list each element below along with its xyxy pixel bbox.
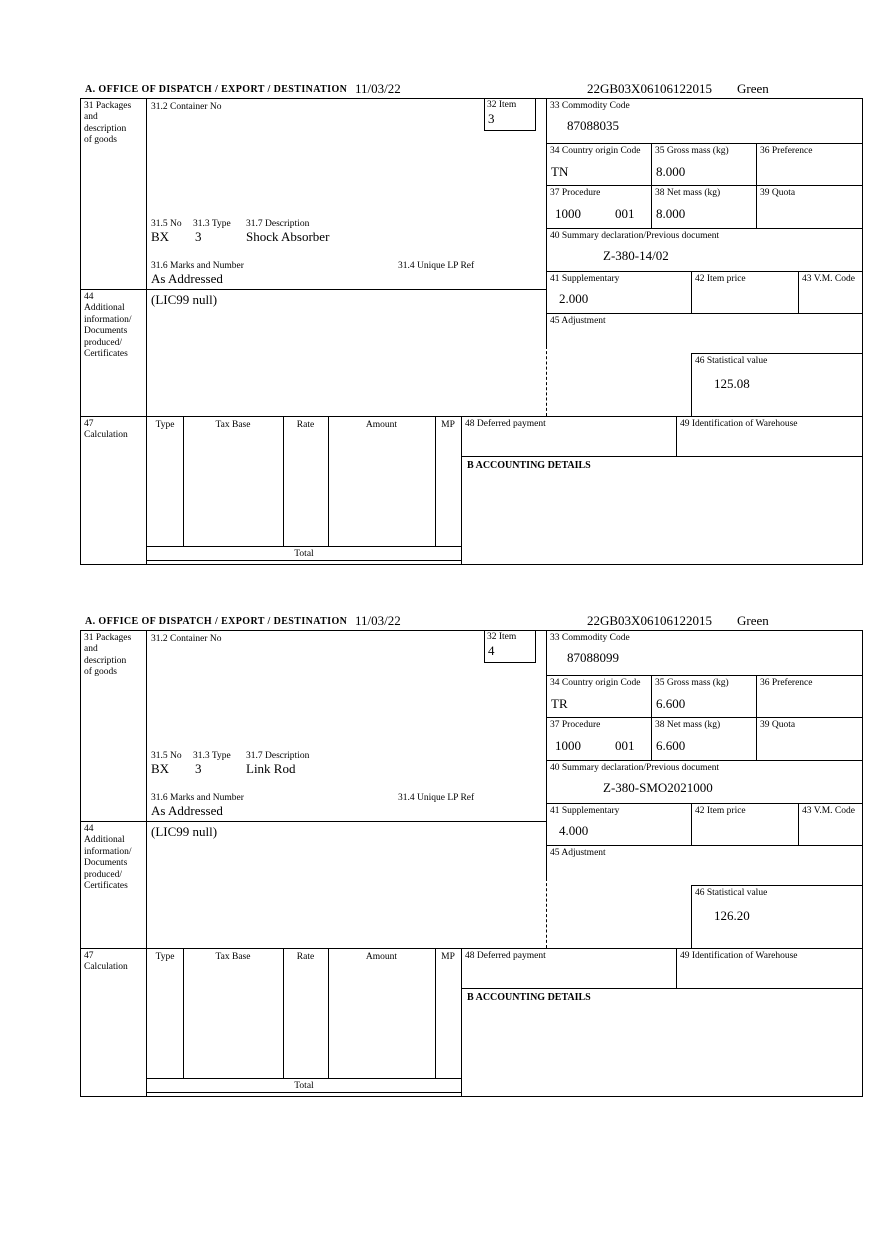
procedure-values [547,739,651,753]
supplementary-value: 4.000 [559,823,589,839]
summary-declaration-value: Z-380-SMO2021000 [603,780,713,796]
column-divider [183,417,184,547]
box35-gross-mass [651,675,756,717]
box49-warehouse-id [676,948,862,988]
box40-label: 40 Summary declaration/Previous document [550,231,720,241]
box45-adjustment [546,845,862,878]
label-line: Documents [84,326,128,337]
column-divider [183,949,184,1079]
box46-statistical-value [691,353,862,416]
label-line: description [84,655,127,666]
item-number-value: 3 [488,111,495,127]
box31-6-marks-label: 31.6 Marks and Number [151,261,244,271]
label-line: produced/ [84,337,122,348]
box39-label: 39 Quota [760,720,796,730]
box31-4-unique-lp-ref-label: 31.4 Unique LP Ref [398,793,475,803]
label-line: produced/ [84,869,122,880]
box34-country-origin [546,675,651,717]
box44-additional-info-area [147,821,546,948]
column-divider [328,949,329,1079]
accounting-details-box [461,988,862,1096]
goods-description-value: Shock Absorber [246,229,330,244]
package-type-value: 3 [195,229,202,244]
box33-commodity-code [546,99,862,143]
label-line: 47 [84,951,94,961]
dispatch-date: 11/03/22 [355,81,401,96]
label-line: information/ [84,314,132,325]
box36-preference [756,143,862,185]
box33-label: 33 Commodity Code [550,101,630,111]
calc-header-rate: Rate [296,952,315,962]
accounting-details-label: B ACCOUNTING DETAILS [467,460,591,471]
calc-header-type: Type [155,952,175,962]
net-mass-value: 6.600 [656,738,686,754]
box38-net-mass [651,717,756,760]
calc-header-tax-base: Tax Base [215,952,251,962]
box41-supplementary [546,271,691,313]
box31-2-container-no-label: 31.2 Container No [151,634,222,644]
box48-label: 48 Deferred payment [465,951,546,961]
box49-label: 49 Identification of Warehouse [680,419,798,429]
calculation-table [147,416,461,546]
label-line: Certificates [84,880,128,891]
calculation-total-row: Total [147,546,461,561]
label-line: 47 [84,419,94,429]
box42-item-price [691,803,798,845]
label-line: and [84,644,98,655]
box31-7-description-label: 31.7 Description [246,751,310,761]
box37-procedure [546,717,651,760]
box33-label: 33 Commodity Code [550,633,630,643]
box39-quota [756,717,862,760]
box36-label: 36 Preference [760,678,813,688]
box33-commodity-code [546,631,862,675]
box31-3-type-label: 31.3 Type [193,219,231,229]
label-line: Calculation [84,430,128,441]
box46-statistical-value [691,885,862,948]
package-no-value: BX [151,229,170,244]
label-line: 31 Packages [84,633,132,643]
box46-label: 46 Statistical value [695,356,768,366]
box35-label: 35 Gross mass (kg) [655,678,729,688]
calc-header-tax-base: Tax Base [215,420,251,430]
gross-mass-value: 6.600 [656,696,686,712]
supplementary-value: 2.000 [559,291,589,307]
box31-5-no-label: 31.5 No [151,219,182,229]
package-type-value: 3 [195,761,202,776]
box39-label: 39 Quota [760,188,796,198]
box48-deferred-payment [461,416,676,456]
sad-item-form [80,630,863,1097]
declaration-item-section-1 [80,78,863,565]
box48-deferred-payment [461,948,676,988]
section-header [80,610,863,630]
box35-label: 35 Gross mass (kg) [655,146,729,156]
label-line: and [84,112,98,123]
declaration-item-section-2 [80,610,863,1097]
box41-label: 41 Supplementary [550,274,620,284]
column-divider [435,949,436,1079]
box42-item-price [691,271,798,313]
label-line: Certificates [84,348,128,359]
box31-4-unique-lp-ref-label: 31.4 Unique LP Ref [398,261,475,271]
box42-label: 42 Item price [695,806,746,816]
calc-header-rate: Rate [296,420,315,430]
route-status: Green [737,613,769,628]
additional-info-value: (LIC99 null) [151,292,218,307]
box32-item-label: 32 Item [487,632,517,642]
calc-header-type: Type [155,420,175,430]
goods-description-value: Link Rod [246,761,296,776]
box46-label: 46 Statistical value [695,888,768,898]
dispatch-date: 11/03/22 [355,613,401,628]
box31-2-container-no-label: 31.2 Container No [151,102,222,112]
box40-summary-declaration [546,760,862,803]
label-line: Additional [84,303,125,314]
procedure-ext-value: 001 [615,206,635,222]
box34-country-origin [546,143,651,185]
label-line: of goods [84,667,117,678]
box43-label: 43 V.M. Code [802,274,855,284]
commodity-code-value: 87088035 [567,118,619,134]
item-number-value: 4 [488,643,495,659]
box32-item-box [484,99,536,131]
box43-label: 43 V.M. Code [802,806,855,816]
box38-net-mass [651,185,756,228]
office-of-dispatch-label: A. OFFICE OF DISPATCH / EXPORT / DESTINATION [85,616,348,627]
box43-vm-code [798,271,862,313]
box44-additional-info-label [81,289,147,416]
box49-label: 49 Identification of Warehouse [680,951,798,961]
calculation-table [147,948,461,1078]
statistical-value: 125.08 [714,376,750,392]
commodity-code-value: 87088099 [567,650,619,666]
label-line: Documents [84,858,128,869]
country-origin-value: TN [551,164,569,180]
declaration-reference: 22GB03X06106122015 [587,81,712,96]
column-divider [283,949,284,1079]
box32-item-label: 32 Item [487,100,517,110]
accounting-details-box [461,456,862,564]
column-divider [283,417,284,547]
label-line: 44 [84,292,94,302]
box34-label: 34 Country origin Code [550,146,641,156]
calc-header-amount: Amount [365,952,398,962]
procedure-code-value: 1000 [555,206,581,222]
country-origin-value: TR [551,696,568,712]
box40-label: 40 Summary declaration/Previous document [550,763,720,773]
box45-label: 45 Adjustment [550,316,606,326]
label-line: 44 [84,824,94,834]
box31-5-no-label: 31.5 No [151,751,182,761]
label-line: 31 Packages [84,101,132,111]
gross-mass-value: 8.000 [656,164,686,180]
box38-label: 38 Net mass (kg) [655,720,721,730]
box42-label: 42 Item price [695,274,746,284]
calc-header-mp: MP [441,420,455,430]
box36-preference [756,675,862,717]
additional-info-value: (LIC99 null) [151,824,218,839]
procedure-ext-value: 001 [615,738,635,754]
box37-procedure [546,185,651,228]
label-line: information/ [84,846,132,857]
box45-label: 45 Adjustment [550,848,606,858]
box31-6-marks-label: 31.6 Marks and Number [151,793,244,803]
label-line: Additional [84,835,125,846]
calc-header-amount: Amount [365,420,398,430]
box34-label: 34 Country origin Code [550,678,641,688]
section-header [80,78,863,98]
box45-adjustment [546,313,862,346]
office-of-dispatch-label: A. OFFICE OF DISPATCH / EXPORT / DESTINATION [85,84,348,95]
box31-packages-label [81,99,147,289]
package-no-value: BX [151,761,170,776]
label-line: Calculation [84,962,128,973]
box35-gross-mass [651,143,756,185]
box43-vm-code [798,803,862,845]
box37-label: 37 Procedure [550,720,601,730]
box46-dashed-divider [546,878,547,948]
box40-summary-declaration [546,228,862,271]
procedure-code-value: 1000 [555,738,581,754]
box47-calculation-label [81,948,147,1096]
box41-label: 41 Supplementary [550,806,620,816]
box44-additional-info-label [81,821,147,948]
column-divider [328,417,329,547]
box41-supplementary [546,803,691,845]
calculation-total-row: Total [147,1078,461,1093]
box38-label: 38 Net mass (kg) [655,188,721,198]
marks-and-number-value: As Addressed [151,803,223,818]
box39-quota [756,185,862,228]
box44-additional-info-area [147,289,546,416]
label-line: description [84,123,127,134]
box48-label: 48 Deferred payment [465,419,546,429]
box31-packages-label [81,631,147,821]
net-mass-value: 8.000 [656,206,686,222]
declaration-reference: 22GB03X06106122015 [587,613,712,628]
sad-item-form [80,98,863,565]
box31-3-type-label: 31.3 Type [193,751,231,761]
calc-header-mp: MP [441,952,455,962]
marks-and-number-value: As Addressed [151,271,223,286]
box49-warehouse-id [676,416,862,456]
box31-7-description-label: 31.7 Description [246,219,310,229]
label-line: of goods [84,135,117,146]
procedure-values [547,207,651,221]
box32-item-box [484,631,536,663]
box37-label: 37 Procedure [550,188,601,198]
route-status: Green [737,81,769,96]
statistical-value: 126.20 [714,908,750,924]
box36-label: 36 Preference [760,146,813,156]
box46-dashed-divider [546,346,547,416]
summary-declaration-value: Z-380-14/02 [603,248,669,264]
accounting-details-label: B ACCOUNTING DETAILS [467,992,591,1003]
column-divider [435,417,436,547]
box47-calculation-label [81,416,147,564]
